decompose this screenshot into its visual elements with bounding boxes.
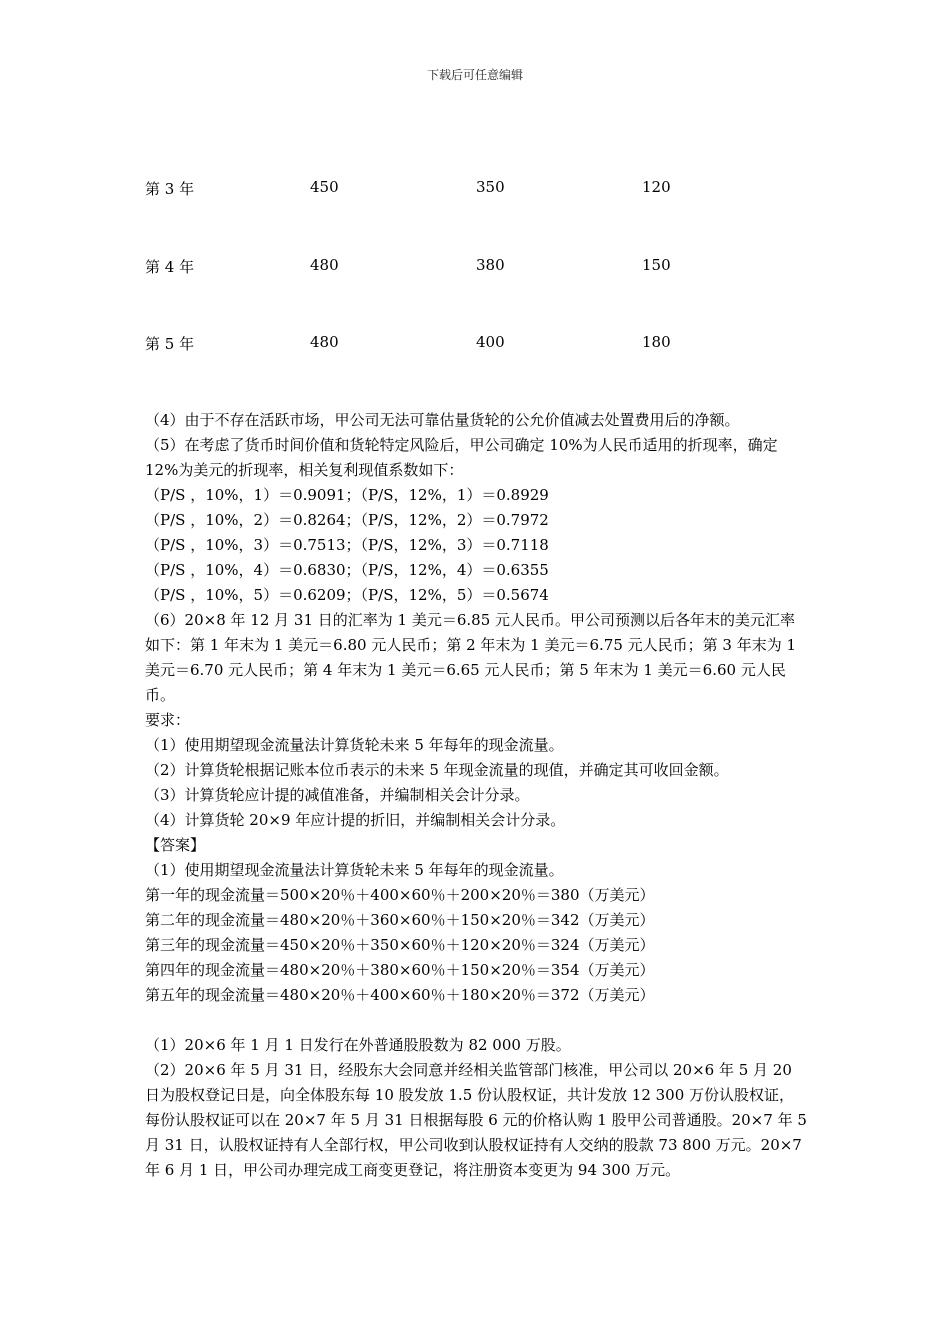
paragraph: （5）在考虑了货币时间价值和货轮特定风险后，甲公司确定 10%为人民币适用的折现率，确定 12%为美元的折现率，相关复利现值系数如下： xyxy=(145,436,778,479)
paragraph: （P/S ，10%，1）＝0.9091；（P/S，12%，1）＝0.8929 xyxy=(145,486,549,504)
paragraph: （1）20×6 年 1 月 1 日发行在外普通股股数为 82 000 万股。 xyxy=(145,1036,571,1054)
paragraph: （P/S ，10%，5）＝0.6209；（P/S，12%，5）＝0.5674 xyxy=(145,586,549,604)
paragraph: （P/S ，10%，2）＝0.8264；（P/S，12%，2）＝0.7972 xyxy=(145,511,549,529)
paragraph: 第二年的现金流量＝480×20％＋360×60％＋150×20％＝342（万美元） xyxy=(145,911,655,929)
table-cell: 450 xyxy=(310,178,339,196)
paragraph: 要求： xyxy=(145,711,191,729)
paragraph: （6）20×8 年 12 月 31 日的汇率为 1 美元＝6.85 元人民币。甲公司预测以后各年末的美元汇率如下：第 1 年末为 1 美元＝6.80 元人民币；第 2 年末为 1 美元＝6.75 元人民币；第 3 年末为 1 美元＝6.70 元人民币；第 4 年末为 1 美元＝6.65 元人民币；第 5 年末为 1 美元＝6.60 元人民币。 xyxy=(145,611,797,704)
table-row xyxy=(145,256,805,334)
paragraph: （2）20×6 年 5 月 31 日，经股东大会同意并经相关监管部门核准，甲公司以 20×6 年 5 月 20 日为股权登记日是，向全体股东每 10 股发放 1.5 份认股权证，共计发放 12 300 万份认股权证，每份认股权证可以在 20×7 年 5 月 31 日根据每股 6 元的价格认购 1 股甲公司普通股。20×7 年 5 月 31 日，认股权证持有人全部行权，甲公司收到认股权证持有人交纳的股款 73 800 万元。20×7 年 6 月 1 日，甲公司办理完成工商变更登记，将注册资本变更为 94 300 万元。 xyxy=(145,1061,807,1179)
paragraph: 【答案】 xyxy=(145,836,206,854)
paragraph: 第三年的现金流量＝450×20％＋350×60％＋120×20％＝324（万美元） xyxy=(145,936,655,954)
table-cell: 380 xyxy=(476,255,505,274)
paragraph: 第五年的现金流量＝480×20％＋400×60％＋180×20％＝372（万美元） xyxy=(145,986,655,1004)
table-cell: 480 xyxy=(310,333,339,351)
table-cell: 120 xyxy=(642,178,671,196)
paragraph: （1）使用期望现金流量法计算货轮未来 5 年每年的现金流量。 xyxy=(145,736,564,754)
paragraph: （P/S ，10%，3）＝0.7513；（P/S，12%，3）＝0.7118 xyxy=(145,536,549,554)
paragraph: （P/S ，10%，4）＝0.6830；（P/S，12%，4）＝0.6355 xyxy=(145,561,549,579)
paragraph: 第一年的现金流量＝500×20％＋400×60％＋200×20％＝380（万美元） xyxy=(145,886,655,904)
paragraph: （3）计算货轮应计提的减值准备，并编制相关会计分录。 xyxy=(145,786,530,804)
paragraph: （4）计算货轮 20×9 年应计提的折旧，并编制相关会计分录。 xyxy=(145,811,566,829)
table-cell: 第 3 年 xyxy=(145,180,195,198)
table-cell: 第 5 年 xyxy=(145,335,195,353)
paragraph: 第四年的现金流量＝480×20％＋380×60％＋150×20％＝354（万美元） xyxy=(145,961,655,979)
paragraph: （2）计算货轮根据记账本位币表示的未来 5 年现金流量的现值，并确定其可收回金额。 xyxy=(145,761,729,779)
table-cell: 480 xyxy=(310,255,339,274)
table-row xyxy=(145,333,805,411)
table-cell: 400 xyxy=(476,333,505,351)
table-row xyxy=(145,178,805,256)
page-header: 下载后可任意编辑 xyxy=(426,68,523,82)
table-cell: 350 xyxy=(476,178,505,196)
table-cell: 180 xyxy=(642,333,671,351)
paragraph: （4）由于不存在活跃市场，甲公司无法可靠估量货轮的公允价值减去处置费用后的净额。 xyxy=(145,411,740,429)
blank-line xyxy=(145,1008,807,1033)
table-cell: 150 xyxy=(642,255,671,274)
table-cell: 第 4 年 xyxy=(145,257,195,276)
cash-flow-table xyxy=(145,178,805,411)
paragraph: （1）使用期望现金流量法计算货轮未来 5 年每年的现金流量。 xyxy=(145,861,564,879)
document-body xyxy=(145,408,807,1183)
